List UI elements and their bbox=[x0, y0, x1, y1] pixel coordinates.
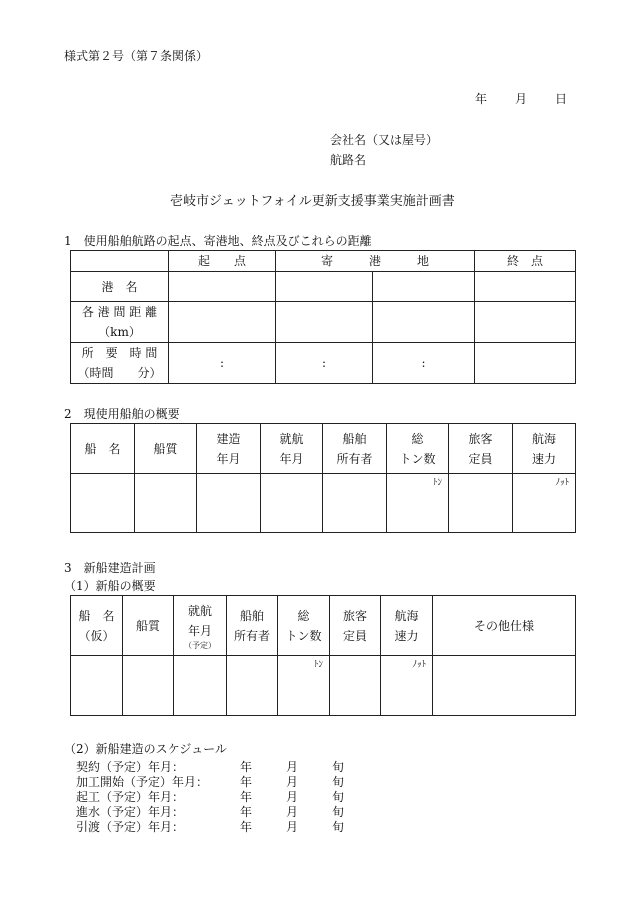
value-cell bbox=[227, 656, 278, 716]
tonnage-value-cell bbox=[387, 474, 449, 533]
h-owner-line2: 所有者 bbox=[336, 451, 373, 466]
value-cell bbox=[174, 656, 227, 716]
h-capacity-line2: 定員 bbox=[468, 451, 493, 466]
h-service bbox=[174, 596, 227, 656]
time-cell bbox=[169, 343, 276, 384]
port-start-cell bbox=[169, 272, 276, 302]
schedule-label: 引渡（予定）年月： bbox=[76, 820, 185, 834]
h-tonnage-line1: 総 bbox=[411, 431, 424, 446]
value-cell bbox=[449, 474, 513, 533]
port-end-cell bbox=[475, 272, 576, 302]
schedule-row bbox=[76, 803, 376, 818]
h-name bbox=[71, 596, 123, 656]
company-name-label: 会社名（又は屋号） bbox=[330, 133, 439, 147]
schedule-month: 月 bbox=[286, 775, 299, 789]
new-vessel-table bbox=[70, 595, 576, 716]
schedule-row bbox=[76, 773, 376, 788]
h-service-line3: （予定） bbox=[184, 640, 216, 650]
value-cell bbox=[323, 474, 387, 533]
schedule-year: 年 bbox=[240, 790, 253, 804]
row-distance-line2: （km） bbox=[98, 325, 141, 339]
h-capacity-line2: 定員 bbox=[342, 628, 367, 643]
h-capacity bbox=[330, 596, 381, 656]
schedule-year: 年 bbox=[240, 805, 253, 819]
schedule-label: 起工（予定）年月： bbox=[76, 790, 185, 804]
schedule-month: 月 bbox=[286, 820, 299, 834]
row-distance-line1: 各 港 間 距 離 bbox=[81, 305, 158, 319]
col-end-header: 終 点 bbox=[475, 251, 576, 272]
h-speed-line1: 航海 bbox=[394, 608, 419, 623]
schedule-label: 進水（予定）年月： bbox=[76, 805, 185, 819]
h-service-line1: 就航 bbox=[279, 431, 304, 446]
h-tonnage-line2: トン数 bbox=[399, 451, 436, 466]
time-end-cell bbox=[475, 343, 576, 384]
unit-ton: ﾄﾝ bbox=[432, 478, 442, 488]
h-built-line1: 建造 bbox=[216, 431, 241, 446]
date-day-label: 日 bbox=[555, 92, 568, 106]
schedule-period: 旬 bbox=[332, 820, 345, 834]
schedule-month: 月 bbox=[286, 760, 299, 774]
row-port-label: 港 名 bbox=[71, 272, 169, 302]
schedule-label: 加工開始（予定）年月： bbox=[76, 775, 209, 789]
unit-knot: ﾉｯﾄ bbox=[412, 660, 426, 670]
h-material: 船質 bbox=[123, 596, 174, 656]
header-blank-cell bbox=[71, 251, 169, 272]
value-cell bbox=[135, 474, 197, 533]
h-built bbox=[197, 424, 261, 474]
route-distance-table bbox=[70, 250, 576, 384]
port-via1-cell bbox=[276, 272, 373, 302]
tonnage-value-cell bbox=[278, 656, 330, 716]
section3-heading: 3 新船建造計画 bbox=[64, 561, 156, 575]
section2-heading: 2 現使用船舶の概要 bbox=[64, 407, 180, 421]
section3-sub1: （1）新船の概要 bbox=[64, 579, 156, 593]
schedule-period: 旬 bbox=[332, 760, 345, 774]
h-service-line1: 就航 bbox=[187, 603, 212, 618]
row-distance-label bbox=[71, 302, 169, 343]
value-cell bbox=[71, 656, 123, 716]
speed-value-cell bbox=[513, 474, 576, 533]
col-start-header: 起 点 bbox=[169, 251, 276, 272]
schedule-period: 旬 bbox=[332, 805, 345, 819]
schedule-month: 月 bbox=[286, 805, 299, 819]
time-colon: : bbox=[321, 356, 327, 370]
h-service-line2: 年月 bbox=[187, 623, 212, 638]
time-colon: : bbox=[421, 356, 426, 370]
h-speed bbox=[513, 424, 576, 474]
h-name-line1: 船 名 bbox=[78, 608, 115, 623]
col-via-header: 寄 港 地 bbox=[276, 251, 475, 272]
h-speed bbox=[381, 596, 433, 656]
h-capacity-line1: 旅客 bbox=[342, 608, 367, 623]
h-owner-line1: 船舶 bbox=[342, 431, 367, 446]
value-cell bbox=[261, 474, 323, 533]
schedule-list bbox=[76, 758, 376, 833]
h-tonnage bbox=[387, 424, 449, 474]
h-service-line2: 年月 bbox=[279, 451, 304, 466]
distance-start-cell bbox=[169, 302, 276, 343]
h-tonnage bbox=[278, 596, 330, 656]
distance-via2-cell bbox=[373, 302, 475, 343]
date-year-label: 年 bbox=[475, 92, 488, 106]
schedule-period: 旬 bbox=[332, 790, 345, 804]
current-vessel-table bbox=[70, 423, 576, 533]
schedule-row bbox=[76, 788, 376, 803]
unit-knot: ﾉｯﾄ bbox=[555, 478, 569, 488]
schedule-year: 年 bbox=[240, 775, 253, 789]
schedule-label: 契約（予定）年月： bbox=[76, 760, 185, 774]
h-speed-line1: 航海 bbox=[531, 431, 556, 446]
h-tonnage-line2: トン数 bbox=[285, 628, 322, 643]
page-title: 壱岐市ジェットフォイル更新支援事業実施計画書 bbox=[170, 194, 455, 209]
h-speed-line2: 速力 bbox=[394, 628, 419, 643]
h-built-line2: 年月 bbox=[216, 451, 241, 466]
h-owner bbox=[227, 596, 278, 656]
time-colon: : bbox=[219, 356, 225, 370]
schedule-period: 旬 bbox=[332, 775, 345, 789]
h-other: その他仕様 bbox=[433, 596, 576, 656]
schedule-row bbox=[76, 818, 376, 833]
h-owner-line2: 所有者 bbox=[233, 628, 270, 643]
speed-value-cell bbox=[381, 656, 433, 716]
h-material: 船質 bbox=[135, 424, 197, 474]
date-month-label: 月 bbox=[515, 92, 528, 106]
value-cell bbox=[433, 656, 576, 716]
value-cell bbox=[123, 656, 174, 716]
value-cell bbox=[71, 474, 135, 533]
distance-via1-cell bbox=[276, 302, 373, 343]
value-cell bbox=[330, 656, 381, 716]
row-time-label bbox=[71, 343, 169, 384]
schedule-row bbox=[76, 758, 376, 773]
h-capacity-line1: 旅客 bbox=[468, 431, 493, 446]
h-owner-line1: 船舶 bbox=[239, 608, 264, 623]
h-name: 船 名 bbox=[71, 424, 135, 474]
route-name-label: 航路名 bbox=[330, 153, 367, 167]
row-time-line1: 所 要 時 間 bbox=[81, 346, 158, 360]
form-number: 様式第２号（第７条関係） bbox=[64, 49, 209, 63]
schedule-year: 年 bbox=[240, 820, 253, 834]
schedule-month: 月 bbox=[286, 790, 299, 804]
h-name-line2: （仮） bbox=[78, 628, 115, 643]
h-tonnage-line1: 総 bbox=[297, 608, 310, 623]
h-service bbox=[261, 424, 323, 474]
port-via2-cell bbox=[373, 272, 475, 302]
schedule-year: 年 bbox=[240, 760, 253, 774]
h-owner bbox=[323, 424, 387, 474]
section1-heading: 1 使用船舶航路の起点、寄港地、終点及びこれらの距離 bbox=[64, 234, 372, 248]
time-cell bbox=[276, 343, 373, 384]
h-capacity bbox=[449, 424, 513, 474]
unit-ton: ﾄﾝ bbox=[313, 660, 323, 670]
section3-sub2: （2）新船建造のスケジュール bbox=[64, 742, 227, 756]
row-time-line2: （時間 分） bbox=[77, 366, 162, 380]
distance-end-cell bbox=[475, 302, 576, 343]
h-speed-line2: 速力 bbox=[531, 451, 556, 466]
value-cell bbox=[197, 474, 261, 533]
time-cell bbox=[373, 343, 475, 384]
